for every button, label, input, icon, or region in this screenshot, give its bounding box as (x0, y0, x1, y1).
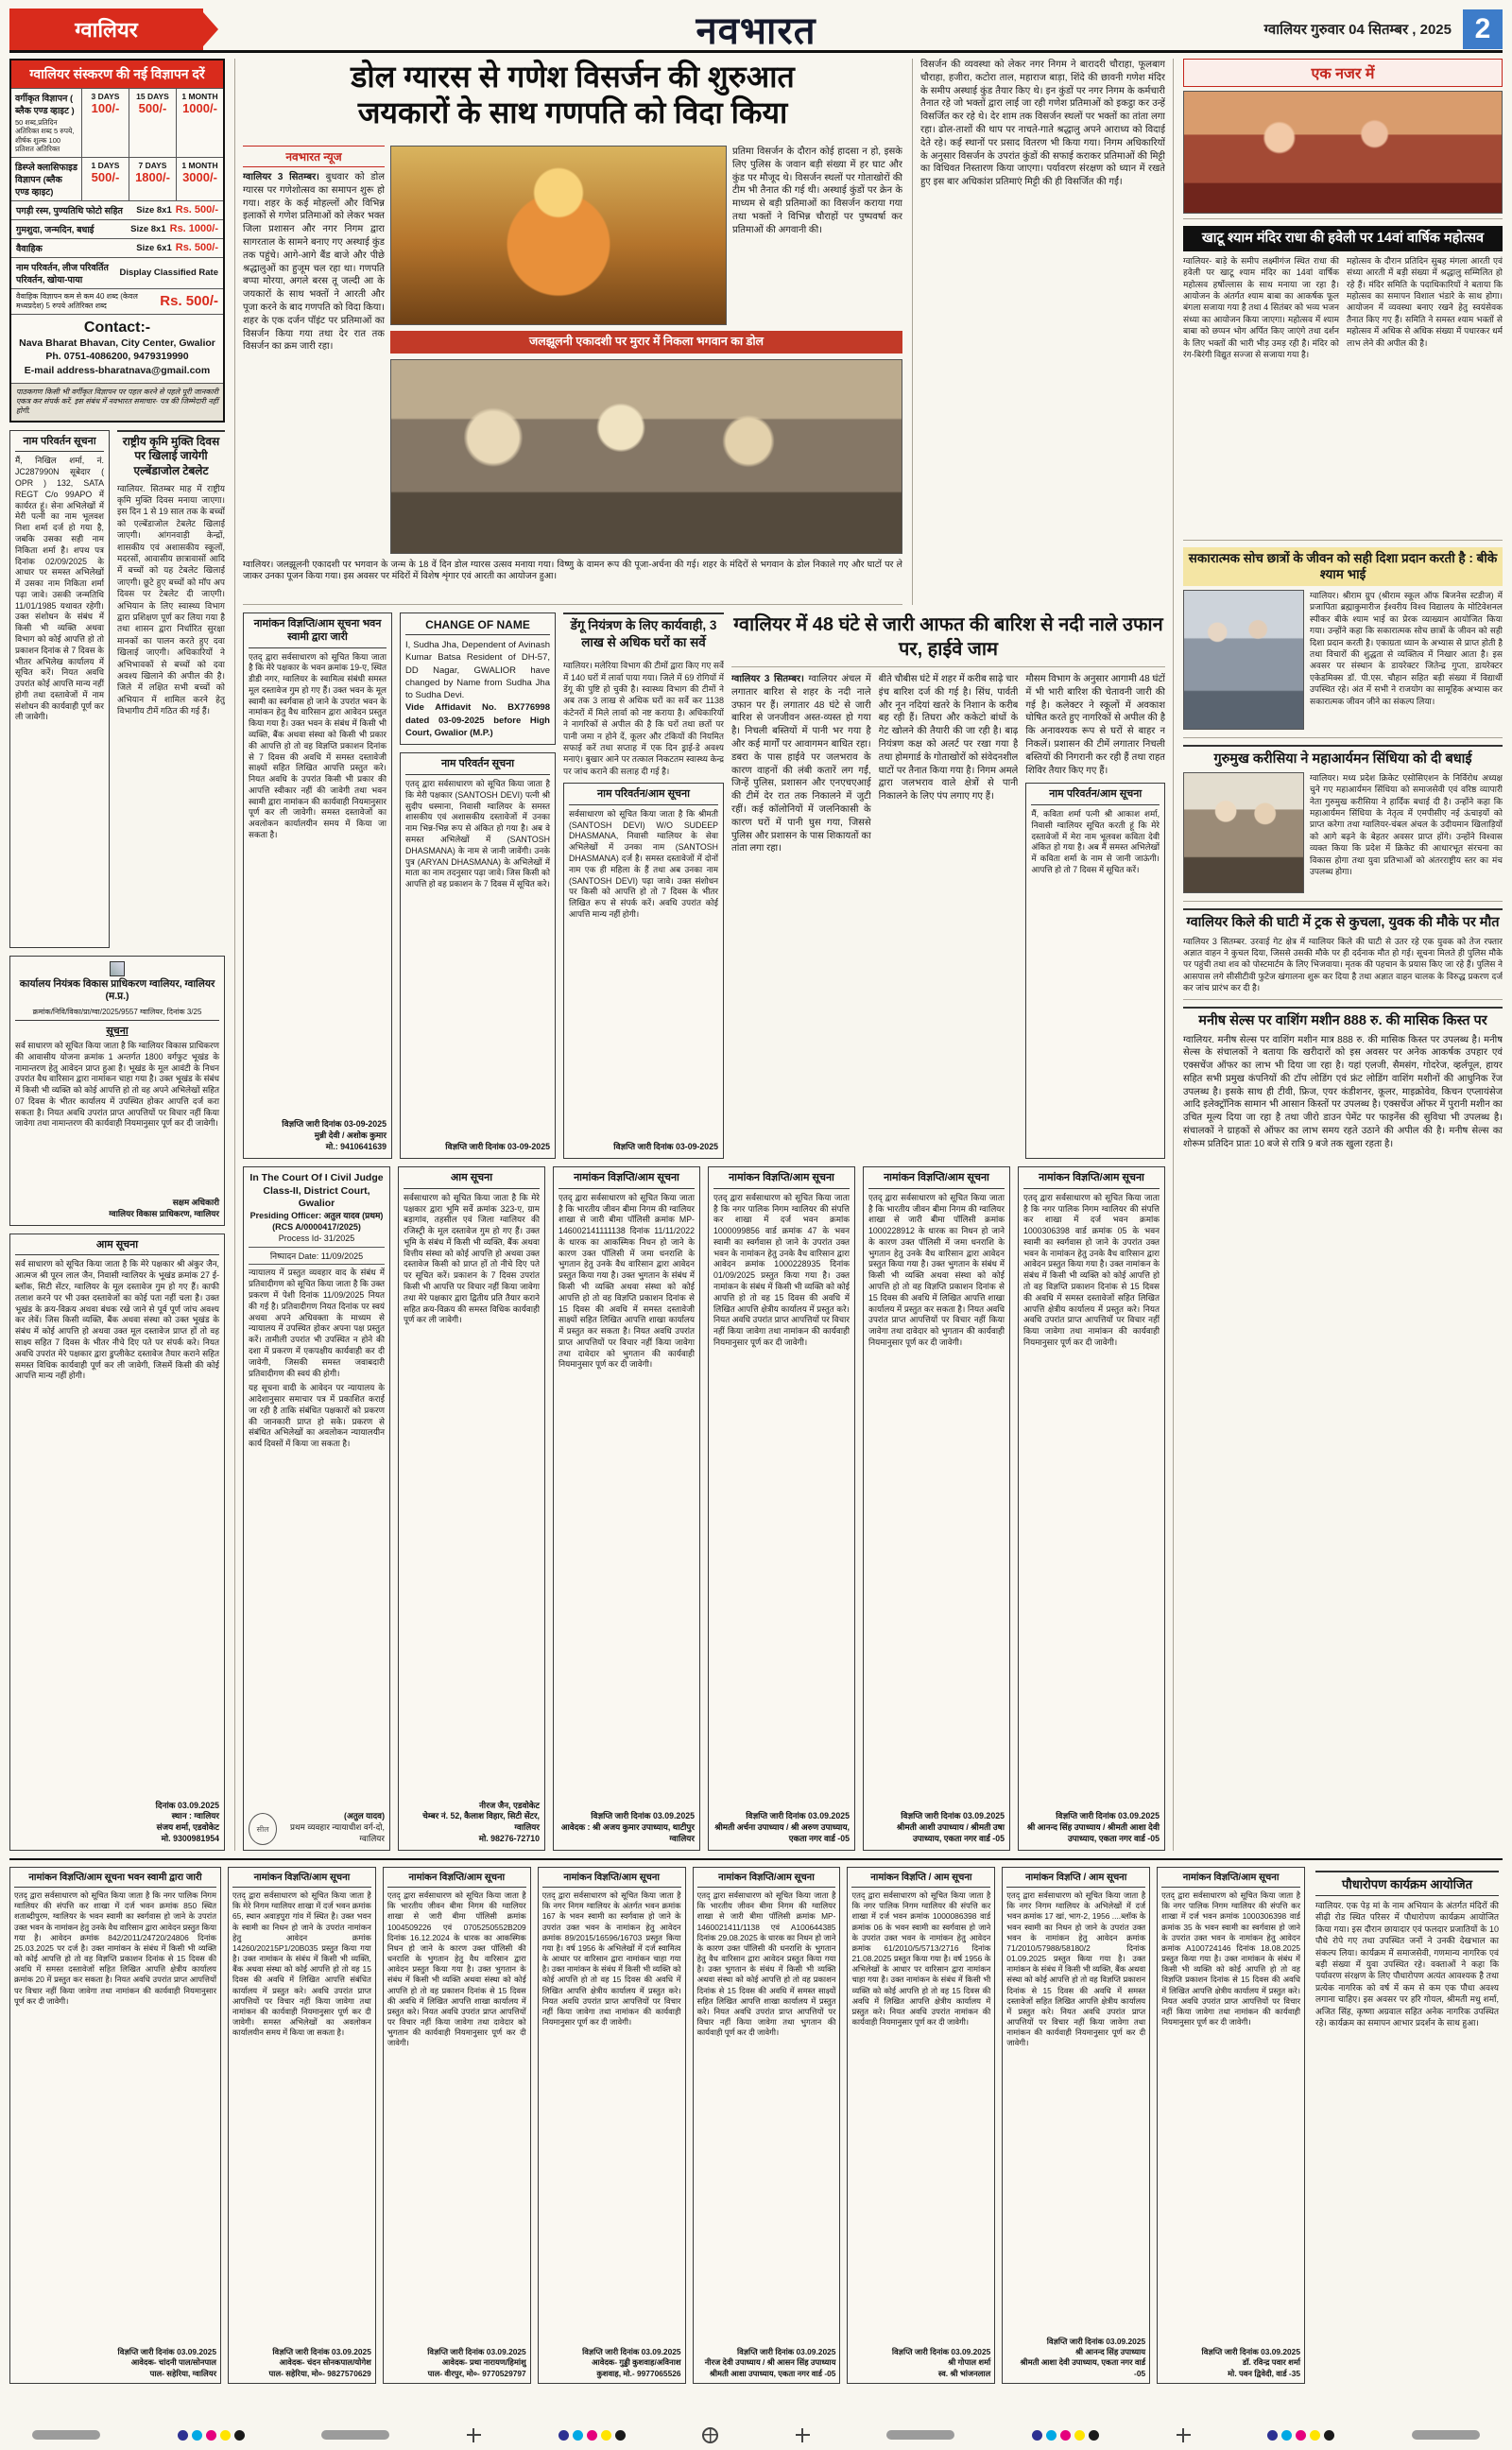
center-middle-col-3 (563, 612, 724, 1159)
fort-body: ग्वालियर 3 सितम्बर. उरवाई गेट क्षेत्र में ग्वालियर किले की घाटी से उतर रहे एक युवक को तेज रफ्तार अज्ञात वाहन ने कुचल दिया, जिससे उसकी मौके पर ही दर्दनाक मौत हो गई। सूचना मिलते ही पुलिस मौके पर पहुंची तथा शव को पोस्टमार्टम के लिए भिजवाया। मृतक की पहचान के प्रयास किए जा रहे हैं। पुलिस ने आसपास लगे सीसीटीवी फुटेज खंगालना शुरू कर दिया है तथा अज्ञात वाहन चालक के विरुद्ध प्रकरण दर्ज कर जांच प्रारंभ कर दी है। (1183, 936, 1503, 993)
notice-address: मो. पवन द्विवेदी, वार्ड -35 (1228, 2368, 1301, 2378)
notice-applicant: श्री गोपाल शर्मा (948, 2357, 991, 2368)
notice-date: विज्ञप्ति जारी दिनांक 03.09.2025 (736, 2346, 836, 2356)
rate-period: 15 DAYS (136, 92, 169, 101)
size-row-name-change (11, 257, 223, 288)
bottom-notice-2 (228, 1867, 376, 2384)
rate-7days (129, 158, 176, 200)
notice-phone: मो. 9300981954 (161, 1834, 219, 1844)
manish-sales-article (1183, 1007, 1503, 1851)
rain-body-3: मौसम विभाग के अनुसार आगामी 48 घंटों में भी भारी बारिश की चेतावनी जारी की गई है। कलेक्टर ने स्कूलों में अवकाश घोषित करते हुए नागरिकों से अपील की है कि अनावश्यक रूप से घरों से बाहर न निकलें। प्रशासन की टीमें लगातार निचली बस्तियों की निगरानी कर रही हैं तथा राहत शिविर तैयार किए गए हैं। (1025, 674, 1165, 776)
authority-body: सर्व साधारण को सूचित किया जाता है कि ग्वालियर विकास प्राधिकरण की आवासीय योजना क्रमांक 1 अन्तर्गत 1800 वर्गफुट भूखंड के नामान्तरण हेतु आवेदन प्राप्त हुआ है। भूखंड के मूल आवंटी के निधन उपरांत वैध वारिसान द्वारा नामांकन चाहा गया है। उक्त भूखंड के संबंध में किसी भी व्यक्ति को कोई आपत्ति हो तो वह अपने अभिलेखों सहित 07 दिवस के भीतर कार्यालय में उपस्थित होकर आपत्ति दर्ज करा सकता है। नियत अवधि उपरांत प्राप्त आपत्तियों पर विचार नहीं किया जावेगा तथा नामान्तरण की कार्यवाही नियमानुसार पूर्ण कर दी जावेगी। (15, 1041, 219, 1129)
santosh-notice-2 (563, 783, 724, 1159)
notice-address: पाल- सहेरिया, मो०- 9827570629 (268, 2368, 371, 2378)
positive-headline: सकारात्मक सोच छात्रों के जीवन को सही दिशा प्रदान करती है : बीके श्याम भाई (1183, 547, 1503, 586)
court-title-2: Class-II, District Court, Gwalior (263, 1184, 370, 1210)
lead-headline (243, 59, 902, 140)
notice-address: चेम्बर नं. 52, कैलाश विहार, सिटी सेंटर, ग्वालियर (422, 1811, 540, 1833)
contact-address: Nava Bharat Bhavan, City Center, Gwalior (19, 336, 215, 349)
reg-bar (32, 2430, 100, 2440)
notice-address: स्व. श्री भांजनलाल (937, 2368, 991, 2378)
notice-title: नाम परिवर्तन/आम सूचना (1031, 788, 1160, 805)
rate-period: 1 DAYS (91, 160, 120, 170)
notice-address: पाल- सहेरिया, ग्वालियर (149, 2368, 216, 2378)
reg-color-dots (1267, 2430, 1334, 2441)
notice-title: नामांकन विज्ञप्ति/आम सूचना (868, 1172, 1005, 1189)
rate-period: 3 DAYS (91, 92, 120, 101)
notice-advocate: संजय शर्मा, एडवोकेट (156, 1822, 219, 1833)
reg-dot-black (1089, 2430, 1099, 2441)
notice-applicant: श्रीमती अर्चना उपाध्याय / श्री अरुण उपाध्याय, एकता नगर वार्ड -05 (714, 1822, 850, 1844)
contact-title: Contact:- (83, 319, 151, 336)
notice-address: कुशवाह, मो.- 9977065526 (596, 2368, 681, 2378)
center-middle-row (243, 612, 1165, 1159)
edition-badge (9, 9, 203, 50)
plantation-body: ग्वालियर. एक पेड़ मां के नाम अभियान के अंतर्गत मंदिरों की सीढ़ी रोड स्थित परिसर में पौधारोपण कार्यक्रम आयोजित किया गया। इस दौरान छायादार एवं फलदार प्रजातियों के 10 पौधे रोपे गए तथा उपस्थित जनों ने उनकी देखभाल का संकल्प लिया। कार्यक्रम में समाजसेवी, गणमान्य नागरिक एवं बड़ी संख्या में युवा उपस्थित रहे। वक्ताओं ने कहा कि पर्यावरण संरक्षण के लिए पौधारोपण अत्यंत आवश्यक है तथा प्रत्येक नागरिक को वर्ष में कम से कम एक पौधा अवश्य लगाना चाहिए। इस अवसर पर हरि गोयल, श्रीमती मधु शर्मा, अजित सिंह, कृष्णा अग्रवाल सहित अनेक नागरिक उपस्थित रहे। कार्यक्रम का समापन आभार प्रदर्शन के साथ हुआ। (1315, 1901, 1500, 2028)
reg-bar (1412, 2430, 1480, 2440)
notice-date: विज्ञप्ति जारी दिनांक 03-09-2025 (613, 1142, 718, 1152)
plantation-headline: पौधारोपण कार्यक्रम आयोजित (1315, 1871, 1499, 1896)
size-label: वैवाहिक (16, 243, 43, 254)
contact-email: E-mail address-bharatnava@gmail.com (24, 364, 211, 376)
notice-title: नामांकन विज्ञप्ति/आम सूचना (387, 1872, 526, 1888)
fort-accident-article (1183, 908, 1503, 1000)
notice-phone: मो. 98276-72710 (478, 1834, 540, 1844)
reg-dot-yellow (1310, 2430, 1320, 2441)
court-judge-title: प्रथम व्यवहार न्यायाधीश वर्ग-दो, ग्वालियर (290, 1822, 385, 1844)
center-middle-col-2 (400, 612, 556, 1159)
notice-applicant: नीरज देवी उपाध्याय / श्री आसन सिंह उपाध्याय (704, 2357, 836, 2368)
notice-applicant: डॉ. रविन्द्र पवार शर्मा (1242, 2357, 1301, 2368)
notice-body: सर्वसाधारण को सूचित किया जाता है कि श्रीमती (SANTOSH DEVI) W/O SUDEEP DHASMANA, निवासी ग्वालियर के सेवा अभिलेखों में उनका नाम (SANTOSH DHASMANA) दर्ज है। समस्त दस्तावेजों में दोनों नाम एक ही महिला के हैं तथा अब उनका नाम (SANTOSH DEVI) पढ़ा जावे। उक्त संशोधन पर किसी को आपत्ति हो तो 7 दिवस के भीतर लिखित रूप से संपर्क करें। अवधि उपरांत कोई आपत्ति मान्य नहीं होगी। (569, 808, 718, 919)
notice-date: विज्ञप्ति जारी दिनांक 03-09-2025 (282, 1119, 387, 1130)
reg-dot-cyan (1281, 2430, 1292, 2441)
size-row-pagdi (11, 200, 223, 219)
notice-title: CHANGE OF NAME (405, 618, 550, 635)
gurumukh-body-wrap (1183, 772, 1503, 896)
notice-address: श्रीमती आशा उपाध्याय, एकता नगर वार्ड -05 (709, 2368, 836, 2378)
notice-body: एतद् द्वारा सर्वसाधारण को सूचित किया जाता है कि भारतीय जीवन बीमा निगम की ग्वालियर शाखा से जारी बीमा पॉलिसी क्रमांक 1000228912 के धारक का निधन हो जाने के कारण उक्त पॉलिसी में जमा धनराशि के भुगतान हेतु उनके वैध वारिसान द्वारा आवेदन प्रस्तुत किया गया है। उक्त भुगतान के संबंध में किसी भी व्यक्ति अथवा संस्था को कोई आपत्ति हो तो वह विज्ञप्ति प्रकाशन दिनांक से 15 दिवस की अवधि में लिखित आपत्ति शाखा कार्यालय में प्रस्तुत कर सकता है। नियत अवधि उपरांत प्राप्त आपत्तियों पर विचार नहीं किया जावेगा तथा दावेदार को भुगतान की कार्यवाही नियमानुसार पूर्ण कर दी जावेगी। (868, 1192, 1005, 1347)
authority-sign-2: ग्वालियर विकास प्राधिकरण, ग्वालियर (109, 1208, 219, 1218)
reg-dot-yellow (220, 2430, 231, 2441)
reg-dot-yellow (601, 2430, 611, 2441)
contact-phone: Ph. 0751-4086200, 9479319990 (45, 351, 189, 363)
notice-date: विज्ञप्ति जारी दिनांक 03.09.2025 (591, 1811, 695, 1821)
lic-notice-1 (553, 1166, 700, 1851)
notice-address: श्रीमती आशा देवी उपाध्याय, एकता नगर वार्ड -05 (1020, 2357, 1146, 2378)
byline: नवभारत न्यूज (243, 146, 385, 167)
left-notice-pair (9, 430, 225, 948)
classified-rates-row (11, 88, 223, 157)
bottom-notice-1 (9, 1867, 221, 2384)
reg-dot-blue (1267, 2430, 1278, 2441)
classified-label: वर्गीकृत विज्ञापन ( ब्लैक एण्ड व्हाइट ) (15, 94, 75, 116)
size-price: Rs. 1000/- (169, 223, 218, 234)
court-body: न्यायालय में प्रस्तुत व्यवहार वाद के संबंध में प्रतिवादीगण को सूचित किया जाता है कि उक्त प्रकरण में पेशी दिनांक 11/09/2025 नियत की गई है। प्रतिवादीगण नियत दिनांक पर स्वयं अथवा अपने अधिवक्ता के माध्यम से न्यायालय में उपस्थित होकर अपना पक्ष प्रस्तुत करें। तामीली उपरांत भी उपस्थित न होने की दशा में प्रकरण में एकपक्षीय कार्यवाही कर दी जावेगी, जिसकी समस्त जवाबदारी प्रतिवादीगण की स्वयं की होगी। (249, 1268, 385, 1378)
notice-title: नामांकन विज्ञप्ति/आम सूचना (713, 1172, 850, 1189)
notice-body: एतद् द्वारा सर्वसाधारण को सूचित किया जाता है कि नगर निगम ग्वालियर के अंतर्गत भवन क्रमांक 167 के भवन स्वामी का स्वर्गवास हो जाने के उपरांत उक्त भवन के नामांकन हेतु आवेदन क्रमांक 89/2015/16596/16703 प्रस्तुत किया गया है। वर्ष 1956 के अभिलेखों में दर्ज स्वामित्व के आधार पर वारिसान द्वारा नामांकन चाहा गया है। उक्त नामांकन के संबंध में किसी भी व्यक्ति को कोई आपत्ति हो तो वह 15 दिवस की अवधि में लिखित आपत्ति क्षेत्रीय कार्यालय में प्रस्तुत करे। नियत अवधि उपरांत प्राप्त आपत्तियों पर विचार नहीं किया जावेगा तथा नामांकन की कार्यवाही नियमानुसार पूर्ण कर दी जावेगी। (541, 1890, 681, 2027)
reg-cross-icon (1177, 2428, 1191, 2442)
manish-body: ग्वालियर. मनीष सेल्स पर वाशिंग मशीन मात्र 888 रु. की मासिक किस्त पर उपलब्ध है। मनीष सेल्स के संचालकों ने बताया कि खरीदारों को इस अवसर पर अनेक आकर्षक उपहार एवं एक्सचेंज ऑफर का लाभ भी दिया जा रहा है। यहां एलजी, सैमसंग, गोदरेज, व्हर्लपूल, हायर सहित सभी प्रमुख कंपनियों की टॉप लोडिंग एवं फ्रंट लोडिंग वाशिंग मशीनों की आधुनिक रेंज उपलब्ध है। इसके साथ ही टीवी, फ्रिज, एयर कंडीशनर, कूलर, माइक्रोवेव, किचन एप्लायंसेज आदि इलेक्ट्रॉनिक सामान भी आसान किस्तों पर उपलब्ध है। एक्सचेंज ऑफर में पुरानी मशीन का उचित मूल्य दिया जा रहा है तथा जीरो डाउन पेमेंट पर फाइनेंस की सुविधा भी उपलब्ध है। संचालकों ने ग्राहकों से ऑफर का लाभ समय रहते उठाने की अपील की है। मनीष सेल्स का शोरूम प्रतिदिन प्रातः 10 बजे से रात्रि 9 बजे तक खुला रहता है। (1183, 1034, 1503, 1149)
public-notice-left (9, 1234, 225, 1851)
notice-date: विज्ञप्ति जारी दिनांक 03.09.2025 (117, 2346, 216, 2356)
court-seal: सील (249, 1813, 277, 1845)
center-column (234, 59, 1174, 1851)
lead-body-3: विसर्जन की व्यवस्था को लेकर नगर निगम ने बारादरी चौराहा, फूलबाग चौराहा, हजीरा, कटोरा ताल, महाराज बाड़ा, शिंदे की छावनी गणेश मंदिर के समीप अस्थाई कुंड तैयार किए थे। इन कुंडों पर नगर निगम के कर्मचारी तैनात रहे जो भक्तों द्वारा लाई जा रही गणेश प्रतिमाओं को इकट्ठा कर उन्हें विसर्जित कर रहे थे। देर शाम तक विसर्जन स्थलों पर भक्तों का तांता लगा रहा। ढोल-ताशों की थाप पर नाचते-गाते श्रद्धालु अपने आराध्य को विदाई देते रहे। कई स्थानों पर प्रसाद वितरण भी किया गया। निगम अधिकारियों के अनुसार विसर्जन के उपरांत कुंडों की सफाई कराकर प्रतिमाओं की मिट्टी का विधिवत निस्तारण किया जाएगा। पर्यावरण संरक्षण को ध्यान में रखते हुए इस बार अधिकांश प्रतिमाएं मिट्टी की ही विसर्जित की गईं। (920, 60, 1165, 188)
notice-body: एतद् द्वारा सर्वसाधारण को सूचित किया जाता है कि मेरे निगम ग्वालियर शाखा में दर्ज भवन क्रमांक 65, स्थान अवाड़पुरा गांव में स्थित है। उक्त भवन के स्वामी का निधन हो जाने के उपरांत नामांकन हेतु आवेदन क्रमांक 14260/20215P1/20B035 प्रस्तुत किया गया है। उक्त नामांकन के संबंध में किसी भी व्यक्ति, बैंक अथवा संस्था को कोई आपत्ति हो तो वह 15 दिवस की अवधि में लिखित आपत्ति संबंधित कार्यालय में प्रस्तुत करे। अवधि उपरांत प्राप्त आपत्तियों पर विचार नहीं किया जावेगा तथा नामांकन की कार्यवाही नियमानुसार पूर्ण कर दी जावेगी। समस्त अभिलेखों का अवलोकन कार्यालयीन समय में किया जा सकता है। (232, 1890, 371, 2038)
reg-cross-icon (467, 2428, 481, 2442)
rate-15days (129, 89, 176, 157)
rate-price: 1000/- (182, 101, 217, 115)
rate-1day (81, 158, 129, 200)
khatu-body-columns (1183, 255, 1503, 535)
marriage-rate-row (11, 288, 223, 314)
notice-date: विज्ञप्ति जारी दिनांक 03.09.2025 (891, 2346, 991, 2356)
positive-body: ग्वालियर। श्रीराम ग्रुप (श्रीराम स्कूल ऑफ बिजनेस स्टडीज) में प्रजापिता ब्रह्माकुमारीज ईश्वरीय विश्व विद्यालय के मोटिवेशनल स्पीकर बीके श्याम भाई का प्रेरक व्याख्यान आयोजित किया गया। उन्होंने कहा कि सकारात्मक सोच छात्रों के जीवन को सही दिशा प्रदान करती है। एकाग्रता ध्यान के अभ्यास से प्राप्त होती है तथा विचारों की शुद्धता से व्यक्तित्व में निखार आता है। इस अवसर पर संस्थान के डायरेक्टर जितेन्द्र गुप्ता, डायरेक्टर एकेडमिक्स डॉ. पी.एस. चौहान सहित बड़ी संख्या में विद्यार्थी उपस्थित रहे। अंत में सभी ने राजयोग का सामूहिक अभ्यास कर सकारात्मक जीवन जीने का संकल्प लिया। (1310, 590, 1503, 706)
ek-najar-header: एक नजर में (1183, 59, 1503, 87)
reg-dot-cyan (1046, 2430, 1057, 2441)
rate-price: 3000/- (182, 169, 217, 184)
positive-photo (1183, 590, 1304, 730)
court-title-1: In The Court Of I Civil Judge (249, 1172, 384, 1183)
size-row-gumshuda (11, 219, 223, 238)
bottom-notice-8 (1157, 1867, 1305, 2384)
notice-body: एतद् द्वारा सर्वसाधारण को सूचित किया जाता है कि नगर पालिक निगम ग्वालियर की संपत्ति कर शाखा में दर्ज भवन क्रमांक 1000086398 वार्ड क्रमांक 06 के भवन स्वामी का स्वर्गवास हो जाने के उपरांत उक्त भवन के नामांकन हेतु आवेदन क्रमांक 61/2010/5/5713/2716 दिनांक 21.08.2025 प्रस्तुत किया गया है। वर्ष 1956 के अभिलेखों के आधार पर वारिसान द्वारा नामांकन चाहा गया है। उक्त नामांकन के संबंध में किसी भी व्यक्ति को कोई आपत्ति हो तो वह 15 दिवस की अवधि में लिखित आपत्ति क्षेत्रीय कार्यालय में प्रस्तुत करे। नियत अवधि उपरांत नामांकन की कार्यवाही नियमानुसार पूर्ण कर दी जावेगी। (851, 1890, 991, 2027)
reg-color-dots (178, 2430, 245, 2441)
notice-title: नामांकन विज्ञप्ति / आम सूचना (851, 1872, 990, 1888)
bottom-notice-strip (9, 1858, 1503, 2384)
page-number-badge: 2 (1463, 9, 1503, 49)
notice-date: विज्ञप्ति जारी दिनांक 03.09.2025 (1046, 2336, 1146, 2346)
reg-target-icon (702, 2427, 718, 2443)
lic-notice-4 (1018, 1166, 1165, 1851)
notice-title: आम सूचना (15, 1239, 219, 1256)
reg-cross-icon (796, 2428, 810, 2442)
manish-headline: मनीष सेल्स पर वाशिंग मशीन 888 रु. की मासिक किस्त पर (1183, 1007, 1503, 1030)
khatu-headline: खाटू श्याम मंदिर राधा की हवेली पर 14वां वार्षिक महोत्सव (1183, 226, 1503, 251)
notice-body: एतद् द्वारा सर्वसाधारण को सूचित किया जाता है कि भारतीय जीवन बीमा निगम की ग्वालियर शाखा से जारी बीमा पॉलिसी क्रमांक MP-146002141111138 दिनांक 11/11/2022 के धारक का आकस्मिक निधन हो जाने के कारण उक्त पॉलिसी में जमा धनराशि के भुगतान हेतु उनके वैध वारिसान द्वारा आवेदन प्रस्तुत किया गया है। उक्त भुगतान के संबंध में किसी भी व्यक्ति अथवा संस्था को कोई आपत्ति हो तो वह विज्ञप्ति प्रकाशन दिनांक से 15 दिवस की अवधि में समस्त दस्तावेजी साक्ष्यों सहित लिखित आपत्ति शाखा कार्यालय में प्रस्तुत कर सकता है। नियत अवधि उपरांत प्राप्त आपत्तियों पर विचार नहीं किया जावेगा तथा दावेदार को भुगतान की कार्यवाही नियमानुसार पूर्ण कर दी जावेगी। (558, 1192, 695, 1370)
authority-reference: क्रमांक/निवि/विका/प्रा/ग्वा/2025/9557 ग्वालियर, दिनांक 3/25 (15, 1004, 219, 1021)
bottom-notice-4 (538, 1867, 686, 2384)
notice-body: एतद् द्वारा सर्वसाधारण को सूचित किया जाता है कि नगर पालिक निगम ग्वालियर की संपत्ति कर शाखा में दर्ज भवन क्रमांक 1000306398 वार्ड क्रमांक 35 के भवन स्वामी का स्वर्गवास हो जाने के उपरांत उक्त भवन के नामांकन हेतु आवेदन क्रमांक A100724146 दिनांक 18.08.2025 प्रस्तुत किया गया है। उक्त नामांकन के संबंध में किसी भी व्यक्ति को कोई आपत्ति हो तो वह विज्ञप्ति प्रकाशन दिनांक से 15 दिवस की अवधि में लिखित आपत्ति क्षेत्रीय कार्यालय में प्रस्तुत करे। नियत अवधि उपरांत प्राप्त आपत्तियों पर विचार नहीं किया जावेगा तथा नामांकन की कार्यवाही नियमानुसार पूर्ण कर दी जावेगी। (1161, 1890, 1301, 2027)
reg-dot-yellow (1074, 2430, 1085, 2441)
notice-title: नामांकन विज्ञप्ति/आम सूचना भवन स्वामी द्वारा जारी (14, 1872, 216, 1888)
change-of-name-notice (400, 612, 556, 745)
notice-advocate: नीरज जैन, एडवोकेट (479, 1800, 540, 1810)
rain-headline: ग्वालियर में 48 घंटे से जारी आफत की बारिश से नदी नाले उफान पर, हाईवे जाम (731, 612, 1165, 667)
notice-title: आम सूचना (404, 1172, 540, 1189)
reg-color-dots (558, 2430, 626, 2441)
rain-body-1 (731, 673, 871, 1159)
authority-subtitle: सूचना (106, 1026, 129, 1038)
notice-applicant: श्री आनन्द सिंह उपाध्याय (1075, 2346, 1146, 2356)
lead-photo-ganesh-idol (390, 146, 727, 325)
page-content (9, 59, 1503, 1851)
lead-photo-crowd (390, 359, 902, 554)
court-process-id: Process Id- 31/2025 (249, 1233, 385, 1248)
edition-dateline: ग्वालियर गुरुवार 04 सितम्बर , 2025 (1263, 21, 1452, 38)
rain-body-columns (731, 673, 1165, 1159)
notice-body: एतद् द्वारा सर्वसाधारण को सूचित किया जाता है कि भारतीय जीवन बीमा निगम की ग्वालियर शाखा से जारी बीमा पॉलिसी क्रमांक MP-1460021411/1138 एवं A100644385 दिनांक 29.08.2025 के धारक का निधन हो जाने के कारण उक्त पॉलिसी की धनराशि के भुगतान हेतु वैध वारिसान द्वारा आवेदन प्रस्तुत किया गया है। उक्त भुगतान के संबंध में किसी भी व्यक्ति अथवा संस्था को कोई आपत्ति हो तो वह प्रकाशन दिनांक से 15 दिवस की अवधि में समस्त साक्ष्यों सहित लिखित आपत्ति शाखा कार्यालय में प्रस्तुत करे। नियत अवधि उपरांत प्राप्त आपत्तियों पर विचार नहीं किया जावेगा तथा भुगतान की कार्यवाही पूर्ण कर दी जावेगी। (696, 1890, 836, 2038)
lead-body-1: बुधवार को डोल ग्यारस पर गणेशोत्सव का समापन शुरू हो गया। शहर के कई मोहल्लों और विभिन्न इलाकों से गणेश प्रतिमाओं को लेकर भक्त जिला प्रशासन और नगर निगम द्वारा सागरताल के सामने बनाए गए अस्थाई कुंड तक पहुंचे। आगे-आगे बैंड बाजे और पीछे श्रद्धालुओं का हुजूम चल रहा था। गणपति बप्पा मोरया, अगले बरस तू जल्दी आ के जयकारों के साथ भक्तों ने आरती और पूजा करने के बाद गणपति को विदा किया। शहर के एक दर्जन पॉइंट पर प्रतिमाओं का विसर्जन किया गया तथा देर रात तक विसर्जन का क्रम जारी रहा। (243, 172, 385, 353)
name-change-rate: Display Classified Rate (119, 267, 218, 278)
notice-body: एतद् द्वारा सर्वसाधारण को सूचित किया जाता है कि नगर पालिक निगम ग्वालियर की संपत्ति कर शाखा में दर्ज भवन क्रमांक 850 स्थित शताब्दीपुरम, ग्वालियर के भवन स्वामी का स्वर्गवास हो जाने के उपरांत उक्त भवन के नामांकन हेतु उनके वैध वारिसान द्वारा आवेदन प्रस्तुत किया गया है। आवेदन क्रमांक 842/2011/24720/24806 दिनांक 25.03.2025 पर दर्ज है। उक्त नामांकन के संबंध में किसी भी व्यक्ति को कोई आपत्ति हो तो वह विज्ञप्ति प्रकाशन दिनांक से 15 दिवस की अवधि में समस्त दस्तावेजों सहित लिखित आपत्ति क्षेत्रीय कार्यालय क्रमांक 20 में प्रस्तुत कर सकता है। नियत अवधि उपरांत प्राप्त आपत्तियों पर विचार नहीं किया जावेगा तथा नामांकन की कार्यवाही नियमानुसार पूर्ण कर दी जावेगी। (14, 1890, 216, 2006)
display-label: डिस्प्ले क्लासिफाइड विज्ञापन (ब्लैक एण्ड व्हाइट) (15, 162, 77, 198)
rate-1month (176, 89, 223, 157)
reg-dot-blue (178, 2430, 188, 2441)
rate-price: 100/- (91, 101, 120, 115)
lead-story-main (243, 59, 902, 605)
court-body-2: यह सूचना वादी के आवेदन पर न्यायालय के आदेशानुसार समाचार पत्र में प्रकाशित कराई जा रही है ताकि संबंधित पक्षकारों को प्रकरण की जानकारी प्राप्त हो सके। प्रकरण से संबंधित अभिलेखों का अवलोकन न्यायालयीन कार्य दिवसों में किया जा सकता है। (249, 1383, 385, 1449)
development-authority-notice (9, 956, 225, 1226)
kavita-notice (1025, 783, 1165, 1159)
lead-body-2: प्रतिमा विसर्जन के दौरान कोई हादसा न हो, इसके लिए पुलिस के जवान बड़ी संख्या में हर घाट और कुंड पर मौजूद थे। विसर्जन स्थलों पर गोताखोरों की टीम भी तैनात की गई थी। अस्थाई कुंडों पर क्रेन के माध्यम से बड़ी प्रतिमाओं का विसर्जन कराया गया तथा भक्तों ने विभिन्न चौराहों पर पुष्पवर्षा कर प्रतिमाओं की अगवानी की। (732, 147, 902, 235)
notice-title: नाम परिवर्तन सूचना (405, 758, 550, 775)
notice-title: नाम परिवर्तन/आम सूचना (569, 788, 718, 805)
notice-body: एतद् द्वारा सर्वसाधारण को सूचित किया जाता है कि नगर पालिक निगम ग्वालियर की संपत्ति कर शाखा में दर्ज भवन क्रमांक 1000306398 वार्ड क्रमांक 05 के भवन स्वामी का स्वर्गवास हो जाने के उपरांत उक्त भवन के नामांकन हेतु उनके वैध वारिसान द्वारा आवेदन प्रस्तुत किया गया है। उक्त नामांकन के संबंध में किसी भी व्यक्ति को कोई आपत्ति हो तो वह विज्ञप्ति प्रकाशन दिनांक से 15 दिवस की अवधि में समस्त दस्तावेजों सहित लिखित आपत्ति क्षेत्रीय कार्यालय में प्रस्तुत करे। नियत अवधि उपरांत प्राप्त आपत्तियों पर विचार नहीं किया जावेगा तथा नामांकन की कार्यवाही नियमानुसार पूर्ण कर दी जावेगी। (1023, 1192, 1160, 1347)
rain-body-1-text: ग्वालियर अंचल में लगातार बारिश से शहर के नदी नाले उफान पर हैं। लगातार 48 घंटे से जारी बारिश से जनजीवन अस्त-व्यस्त हो गया है। निचली बस्तियों में पानी भर गया है और कई मार्गों पर आवागमन बाधित रहा। डबरा के पास हाईवे पर जलभराव के कारण वाहनों की लंबी कतारें लग गईं, जिन्हें पुलिस, प्रशासन और एनएचएआई की टीमें देर रात तक निकालने में जुटी रहीं। कई कॉलोनियों में जलनिकासी के कारण घरों में पानी घुस गया, जिससे पुलिस और प्रशासन के पास शिकायतों का तांता लगा रहा। (731, 674, 871, 854)
deworming-brief (117, 430, 225, 948)
lead-story (243, 59, 1165, 605)
notice-address: पाल- वीरपुर, मो०- 9770529797 (427, 2368, 526, 2378)
reg-bar (886, 2430, 954, 2440)
gurumukh-article (1183, 745, 1503, 902)
notice-date: विज्ञप्ति जारी दिनांक 03.09.2025 (582, 2346, 681, 2356)
ad-disclaimer: पाठकगण किसी भी वर्गीकृत विज्ञापन पर पहल करने से पहले पूरी जानकारी एकत्र कर संपर्क करें. इस संबंध में नवभारत समाचार- पत्र की जिम्मेदारी नहीं होगी. (11, 383, 223, 421)
rain-dateline: ग्वालियर 3 सितम्बर। (731, 674, 804, 684)
edition-arrow-icon (203, 12, 218, 46)
notice-body: सर्वसाधारण को सूचित किया जाता है कि मेरे पक्षकार द्वारा भूमि सर्वे क्रमांक 323-ए, ग्राम बड़ागांव, तहसील एवं जिला ग्वालियर की रजिस्ट्री के मूल दस्तावेज गुम हो गए हैं। उक्त भूमि के संबंध में किसी भी व्यक्ति, बैंक अथवा वित्तीय संस्था को कोई आपत्ति हो अथवा उक्त दस्तावेज किसी को प्राप्त हों तो नीचे दिए पते पर सूचित करें। प्रकाशन के 7 दिवस उपरांत किसी भी आपत्ति पर विचार नहीं किया जावेगा तथा मेरे पक्षकार द्वारा द्वितीय प्रति तैयार कराने सहित क्रय-विक्रय की समस्त विधिक कार्यवाही पूर्ण कर ली जावेगी। (404, 1192, 540, 1325)
reg-dot-magenta (1296, 2430, 1306, 2441)
deworming-body: ग्वालियर. सितम्बर माह में राष्ट्रीय कृमि मुक्ति दिवस मनाया जाएगा। इस दिन 1 से 19 साल तक के बच्चों को एल्बेंडाजोल टेबलेट खिलाई जाएगी। आंगनवाड़ी केन्द्रों, शासकीय एवं अशासकीय स्कूलों, मदरसों, आवासीय छात्रावासों आदि में बच्चों को यह टेबलेट खिलाई जाएगी। छूटे हुए बच्चों को मॉप अप दिवस पर टेबलेट दी जाएगी। अभियान के लिए स्वास्थ्य विभाग द्वारा प्रशिक्षण पूर्ण कर लिया गया है तथा शासन द्वारा निर्धारित सुरक्षा मानकों का पालन करते हुए दवा खिलाई जाएगी। अधिकारियों ने अभिभावकों से बच्चों को दवा अवश्य खिलाने की अपील की है। जिले में लक्षित सभी बच्चों को अभियान में शामिल करने हेतु विभागीय टीमें गठित की गई हैं। (117, 483, 225, 716)
lead-dateline: ग्वालियर 3 सितम्बर। (243, 172, 319, 182)
notice-affidavit: Vide Affidavit No. BX776998 dated 03-09-2025 before High Court, Gwalior (M.P.) (405, 702, 550, 739)
notice-body: I, Sudha Jha, Dependent of Avinash Kumar Batsa Resident of DH-57, DD Nagar, GWALIOR have changed by Name from Sudha Jha to Sudha Devi. (405, 640, 550, 701)
reg-dot-blue (1032, 2430, 1042, 2441)
name-change-label: नाम परिवर्तन, लीज परिवर्तित परिवर्तन, खोया-पाया (16, 262, 109, 285)
size-row-vaivahik (11, 238, 223, 257)
notice-applicant: आवेदक- चांदनी पाल/सोनपाल (130, 2357, 216, 2368)
reg-dot-black (234, 2430, 245, 2441)
khatu-body-2: महोत्सव के दौरान प्रतिदिन सुबह मंगला आरती एवं संध्या आरती में बड़ी संख्या में श्रद्धालु सम्मिलित हो रहे हैं। मंदिर समिति के पदाधिकारियों ने बताया कि महोत्सव का समापन विशाल भंडारे के साथ होगा। आयोजन में व्यवस्था बनाए रखने हेतु स्वयंसेवक तैनात किए गए हैं। समिति ने समस्त श्याम भक्तों से महोत्सव में अधिक से अधिक संख्या में पधारकर धर्म लाभ लेने की अपील की है। (1347, 255, 1503, 348)
court-presiding-officer: Presiding Officer: अतुल यादव (प्रथम) (249, 1210, 384, 1220)
rain-body-2: बीते चौबीस घंटे में शहर में करीब साढ़े चार इंच बारिश दर्ज की गई है। सिंध, पार्वती और नून नदियां खतरे के निशान के करीब बह रही हैं। तिघरा और ककेटो बांधों के गेट खोलने की तैयारी की जा रही है। बाढ़ नियंत्रण कक्ष को अलर्ट पर रखा गया है तथा होमगार्ड के गोताखोरों को संवेदनशील घाटों पर तैनात किया गया है। निगम अमले द्वारा जलभराव वाले क्षेत्रों से पानी निकालने के लिए पंप लगाए गए हैं। (878, 674, 1019, 802)
rate-period: 7 DAYS (138, 160, 167, 170)
center-bottom-row (243, 1166, 1165, 1851)
bottom-notice-6 (847, 1867, 995, 2384)
display-rates-row (11, 157, 223, 200)
reg-color-dots (1032, 2430, 1099, 2441)
bottom-notice-7 (1002, 1867, 1150, 2384)
notice-applicant: आवेदक- गुड्डी कुशवाह/अविनाश (592, 2357, 681, 2368)
khatu-shyam-article (1183, 226, 1503, 541)
size-value: Size 6x1 (136, 242, 172, 253)
notice-body: एतद् द्वारा सर्वसाधारण को सूचित किया जाता है कि मेरे पक्षकार के भवन क्रमांक 19-ए, स्थित डीडी नगर, ग्वालियर के स्वामित्व संबंधी समस्त मूल दस्तावेज गुम हो गए हैं। उक्त भवन के मूल स्वामी का स्वर्गवास हो जाने के उपरांत भवन के नामांकन हेतु वैध वारिसान द्वारा आवेदन प्रस्तुत किया गया है। उक्त भवन के संबंध में किसी भी व्यक्ति, बैंक अथवा संस्था को किसी भी प्रकार की आपत्ति हो तो वह विज्ञप्ति प्रकाशन दिनांक से 7 दिवस की अवधि में समस्त दस्तावेजी साक्ष्यों सहित लिखित आपत्ति प्रस्तुत करे। नियत अवधि के उपरांत किसी भी प्रकार की आपत्ति स्वीकार नहीं की जावेगी तथा भवन स्वामी द्वारा नामांकन की कार्यवाही नियमानुसार पूर्ण कर ली जावेगी। समस्त दस्तावेजों का अवलोकन कार्यालयीन समय में किया जा सकता है। (249, 651, 387, 839)
notice-title: नामांकन विज्ञप्ति/आम सूचना (232, 1872, 371, 1888)
rate-price: 500/- (91, 169, 120, 184)
court-signature (277, 1811, 385, 1845)
public-notice-center (398, 1166, 545, 1851)
ek-najar-section (1183, 59, 1503, 219)
ad-rates-title: ग्वालियर संस्करण की नई विज्ञापन दरें (11, 60, 223, 88)
authority-logo (110, 961, 125, 976)
dengue-headline: डेंगू नियंत्रण के लिए कार्यवाही, 3 लाख से अधिक घरों का सर्वे (563, 612, 724, 650)
notice-date: विज्ञप्ति जारी दिनांक 03.09.2025 (901, 1811, 1005, 1821)
marriage-price: Rs. 500/- (160, 293, 218, 309)
masthead-title: नवभारत (696, 10, 816, 52)
notice-applicant: मुन्नी देवी / अशोक कुमार (314, 1130, 387, 1141)
court-hearing-date: निष्पादन Date: 11/09/2025 (249, 1251, 385, 1266)
size-label: गुमशुदा, जन्मदिन, बधाई (16, 224, 94, 235)
dengue-body: ग्वालियर। मलेरिया विभाग की टीमों द्वारा किए गए सर्वे में 140 घरों में लार्वा पाया गया। जिले में 69 रोगियों में डेंगू की पुष्टि हो चुकी है। स्वास्थ्य विभाग की टीमों ने अब तक 3 लाख से अधिक घरों का सर्वे कर 1138 कंटेनरों में मिले लार्वा को नष्ट कराया है। अधिकारियों ने नागरिकों से अपील की है कि घरों तथा छतों पर पानी जमा न होने दें, कूलर और टंकियों की नियमित सफाई करें तथा सप्ताह में एक दिन ड्राई-डे अवश्य मनाएं। बुखार आने पर तत्काल निकटतम स्वास्थ्य केन्द्र पर जांच कराने की सलाह दी गई है। (563, 661, 724, 776)
rate-3days (81, 89, 129, 157)
lead-text-column-3 (912, 59, 1165, 605)
reg-dot-black (1324, 2430, 1334, 2441)
notice-body: मैं, निखिल शर्मा, नं. JC287990N सूबेदार ( OPR ) 132, SATA REGT C/o 99APO में कार्यरत हूं। सेना अभिलेखों में मेरी पत्नी का नाम भूलवश निशा शर्मा दर्ज हो गया है, जबकि उसका सही नाम निकिता शर्मा है। शपथ पत्र दिनांक 02/09/2025 के आधार पर समस्त अभिलेखों में उसका नाम निकिता शर्मा पढ़ा जावे। उसकी जन्मतिथि 11/01/1985 यथावत रहेगी। उक्त संशोधन के संबंध में किसी भी व्यक्ति अथवा विभाग को कोई आपत्ति हो तो प्रकाशन दिनांक से 7 दिवस के भीतर अभिलेख कार्यालय में सूचित करें। नियत अवधि उपरांत कोई आपत्ति मान्य नहीं होगी तथा दस्तावेजों में नाम संशोधन की कार्यवाही पूर्ण कर ली जावेगी। (15, 456, 104, 722)
court-signature-block (249, 1807, 385, 1845)
deworming-headline: राष्ट्रीय कृमि मुक्ति दिवस पर खिलाई जायेगी एल्बेंडाजोल टेबलेट (122, 434, 220, 477)
print-registration-marks (0, 2425, 1512, 2444)
notice-body: एतद् द्वारा सर्वसाधारण को सूचित किया जाता है कि नगर निगम ग्वालियर के अभिलेखों में दर्ज भवन क्रमांक 17 खां, भाग-2, 1956 ....ब्लॉक के भवन स्वामी का निधन हो जाने के उपरांत उक्त भवन के नामांकन हेतु आवेदन क्रमांक 71/2010/57988/58180/2 दिनांक 01.09.2025 प्रस्तुत किया गया है। उक्त नामांकन के संबंध में किसी भी व्यक्ति, बैंक अथवा संस्था को कोई आपत्ति हो तो वह विज्ञप्ति प्रकाशन दिनांक से 15 दिवस की अवधि में समस्त दस्तावेजों सहित लिखित आपत्ति क्षेत्रीय कार्यालय में प्रस्तुत करे। नियत अवधि उपरांत प्राप्त आपत्तियों पर विचार नहीं किया जावेगा तथा नामांकन की कार्यवाही नियमानुसार पूर्ण कर दी जावेगी। (1006, 1890, 1146, 2048)
lic-notice-2 (708, 1166, 855, 1851)
notice-date: विज्ञप्ति जारी दिनांक 03.09.2025 (427, 2346, 526, 2356)
rate-1month-display (176, 158, 223, 200)
edition-label: ग्वालियर (75, 17, 138, 42)
reg-dot-magenta (206, 2430, 216, 2441)
rain-body-3-wrap (1025, 673, 1165, 1159)
classified-rates-label (11, 89, 81, 157)
reg-dot-magenta (587, 2430, 597, 2441)
reg-dot-cyan (573, 2430, 583, 2441)
bottom-notice-5 (693, 1867, 841, 2384)
fort-headline: ग्वालियर किले की घाटी में ट्रक से कुचला, युवक की मौके पर मौत (1183, 908, 1503, 932)
lead-headline-line1: डोल ग्यारस से गणेश विसर्जन की शुरुआत (351, 60, 795, 94)
right-column (1183, 59, 1503, 1851)
court-case-number: (RCS A/0000417/2025) (272, 1221, 361, 1232)
ek-najar-photo (1183, 91, 1503, 214)
notice-title: नामांकन विज्ञप्ति / आम सूचना (1006, 1872, 1145, 1888)
notice-applicant: श्रीमती आशी उपाध्याय / श्रीमती उषा उपाध्याय, एकता नगर वार्ड -05 (896, 1822, 1005, 1844)
lead-text-column-2 (732, 146, 902, 325)
size-value: Size 8x1 (130, 223, 166, 234)
notice-applicant: आवेदक- प्रथा नारायण/हिमांशु (441, 2357, 526, 2368)
notice-body: एतद् द्वारा सर्वसाधारण को सूचित किया जाता है कि भारतीय जीवन बीमा निगम की ग्वालियर शाखा से जारी बीमा पॉलिसी क्रमांक 1004509226 एवं 0705250552B209 दिनांक 16.12.2024 के धारक का आकस्मिक निधन हो जाने के कारण उक्त पॉलिसी की धनराशि के भुगतान हेतु वैध वारिसान द्वारा आवेदन प्रस्तुत किया गया है। उक्त भुगतान के संबंध में किसी भी व्यक्ति अथवा संस्था को कोई आपत्ति हो तो वह प्रकाशन दिनांक से 15 दिवस की अवधि में लिखित आपत्ति शाखा कार्यालय में प्रस्तुत करे। नियत अवधि उपरांत प्राप्त आपत्तियों पर विचार नहीं किया जावेगा तथा दावेदार को भुगतान की कार्यवाही नियमानुसार पूर्ण कर दी जावेगी। (387, 1890, 526, 2048)
authority-office: कार्यालय नियंत्रक विकास प्राधिकरण ग्वालियर, ग्वालियर (म.प्र.) (19, 977, 215, 1003)
court-notice (243, 1166, 390, 1851)
notice-date: विज्ञप्ति जारी दिनांक 03.09.2025 (746, 1811, 850, 1821)
notice-title: नामांकन विज्ञप्ति/आम सूचना (697, 1872, 836, 1888)
size-price: Rs. 500/- (175, 242, 218, 253)
notice-title: नामांकन विज्ञप्ति/आम सूचना (1023, 1172, 1160, 1189)
lead-photo-caption-band: जलझूलनी एकादशी पर मुरार में निकला भगवान का डोल (390, 331, 902, 354)
notice-body: एतद् द्वारा सर्वसाधारण को सूचित किया जाता है कि नगर पालिक निगम ग्वालियर की संपत्ति कर शाखा में दर्ज भवन क्रमांक 1000099856 वार्ड क्रमांक 47 के भवन स्वामी का स्वर्गवास हो जाने के उपरांत उक्त भवन के नामांकन हेतु उनके वैध वारिसान द्वारा आवेदन क्रमांक 1000228935 दिनांक 01/09/2025 प्रस्तुत किया गया है। उक्त नामांकन के संबंध में किसी भी व्यक्ति को कोई आपत्ति हो तो वह 15 दिवस की अवधि में लिखित आपत्ति क्षेत्रीय कार्यालय में प्रस्तुत करे। नियत अवधि उपरांत प्राप्त आपत्तियों पर विचार नहीं किया जावेगा तथा नामांकन की कार्यवाही नियमानुसार पूर्ण कर दी जावेगी। (713, 1192, 850, 1347)
positive-thinking-article (1183, 547, 1503, 738)
plantation-article (1312, 1867, 1503, 2384)
notice-phone: मो.: 9410641639 (325, 1142, 387, 1152)
gurumukh-photo (1183, 772, 1304, 893)
rain-article (731, 612, 1165, 1159)
bottom-notice-3 (383, 1867, 531, 2384)
notice-date: विज्ञप्ति जारी दिनांक 03.09.2025 (272, 2346, 371, 2356)
notice-body: मैं, कविता शर्मा पत्नी श्री आकाश शर्मा, निवासी ग्वालियर सूचित करती हूं कि मेरे दस्तावेजों में मेरा नाम भूलवश कविता देवी अंकित हो गया है। अब मैं समस्त अभिलेखों में कविता शर्मा के नाम से जानी जाऊंगी। आपत्ति हो तो 7 दिवस में सूचित करें। (1031, 809, 1160, 875)
lic-notice-3 (863, 1166, 1010, 1851)
contact-block (11, 314, 223, 383)
notice-applicant: श्री आनन्द सिंह उपाध्याय / श्रीमती आशा देवी उपाध्याय, एकता नगर वार्ड -05 (1026, 1822, 1160, 1844)
army-name-change-notice (9, 430, 110, 948)
santosh-name-change-notice (400, 752, 556, 1159)
notice-applicant: आवेदक- चंदन सोनकपाल/योगेश (279, 2357, 371, 2368)
gurumukh-body: ग्वालियर। मध्य प्रदेश क्रिकेट एसोसिएशन के निर्विरोध अध्यक्ष चुने गए महाआर्यमन सिंधिया को समाजसेवी एवं वरिष्ठ व्यापारी नेता गुरुमुख करीसिया ने हार्दिक बधाई दी है। उन्होंने कहा कि महाआर्यमन सिंधिया के नेतृत्व में एमपीसीए नई ऊंचाइयों को प्राप्त करेगा तथा ग्वालियर-चंबल अंचल के उदीयमान खिलाड़ियों को आगे बढ़ने के बेहतर अवसर प्राप्त होंगे। उन्होंने विश्वास व्यक्त किया कि प्रदेश में क्रिकेट की आधारभूत संरचना का विकास होगा तथा युवा प्रतिभाओं को अंतरराष्ट्रीय स्तर का मंच उपलब्ध होगा। (1310, 772, 1503, 877)
gurumukh-headline: गुरुमुख करीसिया ने महाआर्यमन सिंधिया को दी बधाई (1183, 745, 1503, 768)
size-price: Rs. 500/- (175, 204, 218, 216)
khatu-body-1: ग्वालियर- बाड़े के समीप लक्ष्मीगंज स्थित राधा की हवेली पर खाटू श्याम मंदिर का 14वां वार्षिक महोत्सव हर्षोल्लास के साथ मनाया जा रहा है। आयोजन के अंतर्गत श्याम बाबा का आकर्षक फूल बंगला सजाया गया है तथा 4 सितंबर को भव्य भजन संध्या का आयोजन किया जाएगा। महोत्सव में श्याम बाबा को छप्पन भोग अर्पित किए जाएंगे तथा दर्शन के लिए भक्तों की भारी भीड़ उमड़ रही है। मंदिर को रंग-बिरंगी विद्युत सज्जा से सजाया गया है। (1183, 255, 1339, 360)
ad-rates-box (9, 59, 225, 423)
authority-sign: सक्षम अधिकारी (172, 1197, 219, 1207)
lead-photo2-caption: ग्वालियर। जलझूलनी एकादशी पर भगवान के जन्म के 18 वें दिन डोल ग्यारस उत्सव मनाया गया। विष्णु के वामन रूप की पूजा-अर्चना की गई। शहर के मंदिरों से भगवान के डोल निकाले गए और घाटों पर ले जाकर उनका पूजन किया गया। इस अवसर पर मंदिरों में विशेष शृंगार एवं आरती का आयोजन हुआ। (243, 560, 902, 605)
reg-bar (321, 2430, 389, 2440)
notice-body: सर्व साधारण को सूचित किया जाता है कि मेरे पक्षकार श्री अंकुर जैन, आत्मज श्री पूरन लाल जैन, निवासी ग्वालियर के भूखंड क्रमांक 27 ई-ब्लॉक, सिटी सेंटर, ग्वालियर के मूल दस्तावेज गुम हो गए हैं। काफी तलाश करने पर भी उक्त दस्तावेजों का कोई पता नहीं चला है। उक्त भूखंड के क्रय-विक्रय अथवा बंधक रखे जाने से पूर्व पूर्ण जांच अवश्य कर लेवें। जिस किसी व्यक्ति, बैंक अथवा संस्था को उक्त भूखंड के संबंध में कोई आपत्ति हो अथवा उक्त मूल दस्तावेज प्राप्त हों तो वह साक्ष्य सहित 7 दिवस के भीतर नीचे दिए पते पर संपर्क करे। नियत अवधि उपरांत मेरे पक्षकार द्वारा डुप्लीकेट दस्तावेज तैयार कराने सहित समस्त विधिक कार्यवाही पूर्ण कर ली जावेगी, जिसमें किसी की कोई आपत्ति मान्य नहीं होगी। (15, 1259, 219, 1381)
reg-dot-cyan (192, 2430, 202, 2441)
marriage-note: वैवाहिक विज्ञापन कम से कम 40 शब्द (केवल मध्यप्रदेश) 5 रुपये अतिरिक्त शब्द (16, 291, 138, 310)
notice-applicant: आवेदक : श्री अजय कुमार उपाध्याय, थाटीपुर ग्वालियर (560, 1822, 695, 1844)
classified-note: 50 शब्द,प्रतिदिन अतिरिक्त शब्द 5 रुपये, शीर्षक शुल्क 100 प्रतिशत अतिरिक्त (15, 118, 75, 154)
notice-date: विज्ञप्ति जारी दिनांक 03-09-2025 (445, 1142, 550, 1152)
rate-price: 1800/- (135, 169, 170, 184)
bhawan-swami-notice (243, 612, 392, 1159)
notice-date: दिनांक 03.09.2025 (155, 1800, 219, 1810)
notice-date: विज्ञप्ति जारी दिनांक 03.09.2025 (1056, 1811, 1160, 1821)
size-label: पगड़ी रस्म, पुण्यतिथि फोटो सहित (16, 205, 123, 216)
notice-title: नाम परिवर्तन सूचना (15, 436, 104, 453)
size-value: Size 8x1 (136, 204, 172, 216)
court-judge-name: (अतुल यादव) (344, 1811, 385, 1821)
rate-period: 1 MONTH (181, 160, 218, 170)
left-column (9, 59, 225, 1851)
notice-title: नामांकन विज्ञप्ति/आम सूचना (542, 1872, 681, 1888)
display-rates-label (11, 158, 81, 200)
notice-title: नामांकन विज्ञप्ति/आम सूचना (558, 1172, 695, 1189)
reg-dot-blue (558, 2430, 569, 2441)
reg-dot-black (615, 2430, 626, 2441)
notice-title: नामांकन विज्ञप्ति/आम सूचना भवन स्वामी द्वारा जारी (249, 618, 387, 648)
notice-title: नामांकन विज्ञप्ति/आम सूचना (1161, 1872, 1300, 1888)
rate-period: 1 MONTH (181, 92, 218, 101)
notice-place: स्थान : ग्वालियर (171, 1811, 219, 1821)
positive-body-wrap (1183, 590, 1503, 733)
header-right (1264, 9, 1503, 49)
rate-price: 500/- (138, 101, 167, 115)
reg-dot-magenta (1060, 2430, 1071, 2441)
notice-body: एतद् द्वारा सर्वसाधारण को सूचित किया जाता है कि मेरी पक्षकार (SANTOSH DEVI) पत्नी श्री सुदीप धस्माना, निवासी ग्वालियर के समस्त शासकीय एवं अशासकीय दस्तावेजों में उनका नाम भिन्न-भिन्न रूप से अंकित हो गया है। अब वे समस्त अभिलेखों में (SANTOSH DHASMANA) के नाम से जानी जावेंगी। उनके पुत्र (ARYAN DHASMANA) के अभिलेखों में माता का नाम तदनुसार पढ़ा जावे। जिस किसी को आपत्ति हो वह प्रकाशन के 7 दिवस में सूचित करे। (405, 779, 550, 889)
notice-date: विज्ञप्ति जारी दिनांक 03.09.2025 (1201, 2346, 1301, 2356)
lead-headline-line2: जयकारों के साथ गणपति को विदा किया (357, 95, 788, 130)
masthead-bar (9, 8, 1503, 53)
lead-text-column-1 (243, 146, 385, 554)
